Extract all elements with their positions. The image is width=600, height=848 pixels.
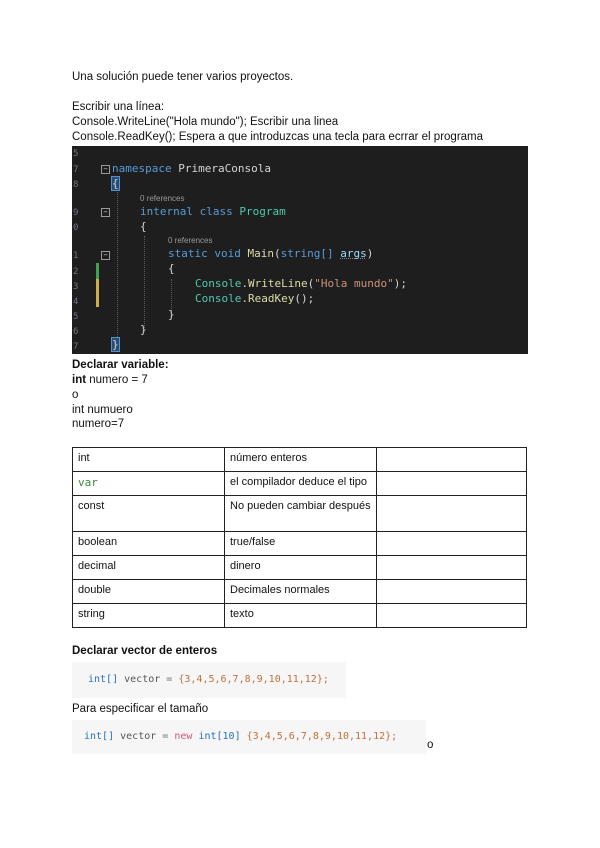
class-declaration	[140, 205, 286, 218]
line-number: 4	[73, 297, 79, 307]
type-cell: const	[73, 496, 225, 532]
declare-example	[72, 374, 148, 386]
param-type: string[]	[280, 247, 334, 260]
table-row	[73, 580, 527, 604]
empty-cell	[377, 556, 527, 580]
code-type: int[]	[88, 674, 119, 685]
type-cell: int	[73, 448, 225, 472]
line-number: 5	[73, 312, 79, 322]
writeline-statement: Console.WriteLine("Hola mundo");	[195, 277, 407, 290]
description-cell: dinero	[225, 556, 377, 580]
namespace-declaration	[112, 162, 271, 175]
write-heading: Escribir una línea:	[72, 101, 165, 113]
namespace-open-brace	[112, 177, 119, 190]
data-types-table	[72, 447, 527, 628]
line-number: 1	[73, 251, 79, 261]
code-editor-screenshot	[72, 146, 528, 354]
table-row	[73, 472, 527, 496]
empty-cell	[377, 496, 527, 532]
vector-code-snippet	[72, 662, 346, 698]
code-type: int[10]	[198, 731, 241, 742]
writeline-method: WriteLine	[247, 277, 308, 290]
readkey-line-text: Console.ReadKey(); Espera a que introduzcas una tecla para ecrrar el programa	[72, 131, 484, 143]
class-open-brace: {	[140, 220, 147, 233]
namespace-close-brace	[112, 338, 119, 351]
description-cell: Decimales normales	[225, 580, 377, 604]
method-name: Main	[247, 247, 274, 260]
line-number-gutter	[72, 146, 82, 354]
code-values: {3,4,5,6,7,8,9,10,11,12};	[178, 674, 329, 685]
fold-collapse-icon: −	[101, 251, 110, 260]
code-operator: =	[162, 731, 169, 742]
param-name: args	[340, 247, 367, 260]
namespace-keyword: namespace	[112, 162, 172, 175]
description-cell: texto	[225, 604, 377, 628]
trailing-o-text: o	[427, 739, 434, 751]
declare-rest: numero = 7	[86, 374, 148, 386]
paren: )	[366, 247, 374, 260]
method-declaration	[168, 247, 373, 260]
class-keyword: internal class	[140, 205, 233, 218]
new-keyword: new	[174, 731, 193, 742]
write-line-text: Console.WriteLine("Hola mundo"); Escribir una linea	[72, 116, 339, 128]
type-cell: double	[73, 580, 225, 604]
table-row	[73, 448, 527, 472]
empty-cell	[377, 604, 527, 628]
declare-split-line-2: numero=7	[72, 418, 125, 430]
declare-split-line-1: int numuero	[72, 404, 133, 416]
line-number: 7	[73, 342, 79, 352]
code-identifier: vector	[120, 731, 157, 742]
empty-cell	[377, 532, 527, 556]
description-cell: el compilador deduce el tipo	[225, 472, 377, 496]
class-name: Program	[239, 205, 286, 218]
empty-cell	[377, 472, 527, 496]
namespace-name: PrimeraConsola	[178, 162, 271, 175]
empty-cell	[377, 580, 527, 604]
code-operator: =	[166, 674, 173, 685]
readkey-statement: Console.ReadKey();	[195, 292, 315, 305]
hola-mundo-string: "Hola mundo"	[314, 277, 394, 290]
or-text: o	[72, 389, 79, 401]
fold-collapse-icon: −	[101, 208, 110, 217]
indent-guide	[117, 179, 118, 337]
line-number: 5	[73, 149, 79, 159]
method-close-brace: }	[168, 308, 175, 321]
int-keyword: int	[72, 374, 87, 386]
class-close-brace: }	[140, 323, 147, 336]
type-cell: string	[73, 604, 225, 628]
readkey-method: ReadKey	[247, 292, 295, 305]
paren: (	[273, 247, 281, 260]
sized-vector-code-snippet	[72, 720, 426, 754]
code-type: int[]	[84, 731, 115, 742]
description-cell: true/false	[225, 532, 377, 556]
declare-variable-heading: Declarar variable:	[72, 359, 169, 371]
size-heading: Para especificar el tamaño	[72, 703, 209, 715]
console-class: Console	[195, 292, 242, 305]
line-number: 7	[73, 165, 79, 175]
table-row	[73, 604, 527, 628]
code-values: {3,4,5,6,7,8,9,10,11,12};	[246, 731, 398, 742]
method-open-brace: {	[168, 262, 175, 275]
method-modifiers: static void	[168, 247, 241, 260]
fold-collapse-icon: −	[101, 165, 110, 174]
brace: }	[112, 338, 119, 351]
line-number: 6	[73, 327, 79, 337]
table-row	[73, 532, 527, 556]
line-number: 3	[73, 282, 79, 292]
type-cell: decimal	[73, 556, 225, 580]
brace: {	[112, 177, 119, 190]
table-row	[73, 496, 527, 532]
description-cell: número enteros	[225, 448, 377, 472]
line-number: 0	[73, 223, 79, 233]
code-lens-references: 0 references	[140, 194, 185, 203]
table-row	[73, 556, 527, 580]
line-number: 2	[73, 267, 79, 277]
vector-heading: Declarar vector de enteros	[72, 645, 218, 657]
empty-cell	[377, 448, 527, 472]
console-class: Console	[195, 277, 242, 290]
line-number: 9	[73, 208, 79, 218]
line-number: 8	[73, 180, 79, 190]
type-cell: boolean	[73, 532, 225, 556]
change-marker-unsaved	[96, 279, 99, 307]
code-lens-references: 0 references	[168, 236, 213, 245]
code-identifier: vector	[124, 674, 161, 685]
intro-text: Una solución puede tener varios proyectos.	[72, 71, 294, 83]
description-cell: No pueden cambiar después	[225, 496, 377, 532]
type-cell: var	[73, 472, 225, 496]
indent-guide	[144, 236, 145, 332]
